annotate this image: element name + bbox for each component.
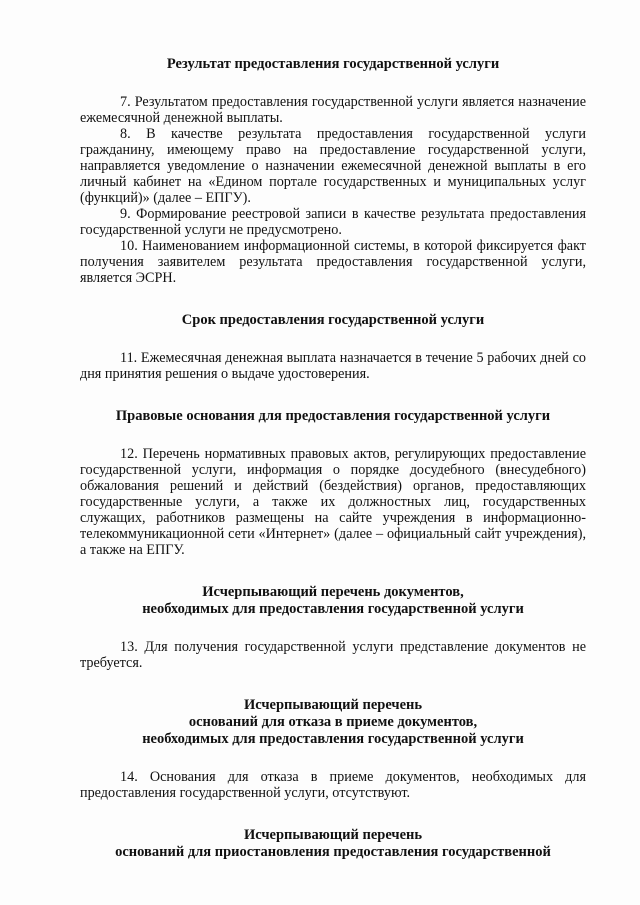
paragraph-7: 7. Результатом предоставления государственной услуги является назначение ежемесячной денежной выплаты. (80, 94, 586, 126)
paragraph-8: 8. В качестве результата предоставления государственной услуги гражданину, имеющему право на предоставление государственной услуги, направляется уведомление о назначении ежемесячной денежной выплаты в его личный кабинет на «Едином портале государственных и муниципальных услуг (функций)» (далее – ЕПГУ). (80, 126, 586, 206)
paragraph-13: 13. Для получения государственной услуги представление документов не требуется. (80, 639, 586, 671)
heading-line: Правовые основания для предоставления государственной услуги (115, 408, 551, 424)
section-heading-refusal-grounds (80, 697, 586, 748)
paragraph-9: 9. Формирование реестровой записи в качестве результата предоставления государственной услуги не предусмотрено. (80, 206, 586, 238)
heading-line: необходимых для предоставления государственной услуги (142, 731, 524, 747)
paragraph-10: 10. Наименованием информационной системы, в которой фиксируется факт получения заявителем результата предоставления государственной услуги, является ЭСРН. (80, 238, 586, 286)
paragraph-12: 12. Перечень нормативных правовых актов, регулирующих предоставление государственной услуги, информация о порядке досудебного (внесудебного) обжалования решений и действий (бездействия) органов, предоставляющих государственные услуги, а также их должностных лиц, государственных служащих, работников размещены на сайте учреждения в информационно-телекоммуникационной сети «Интернет» (далее – официальный сайт учреждения), а также на ЕПГУ. (80, 446, 586, 558)
heading-line: Исчерпывающий перечень (243, 697, 423, 713)
section-heading-suspension-grounds (80, 827, 586, 861)
heading-line: необходимых для предоставления государственной услуги (142, 601, 524, 617)
paragraph-14: 14. Основания для отказа в приеме документов, необходимых для предоставления государственной услуги, отсутствуют. (80, 769, 586, 801)
section-heading-documents (80, 584, 586, 618)
document-body (80, 56, 586, 861)
heading-line: Исчерпывающий перечень документов, (202, 584, 464, 600)
paragraph-11: 11. Ежемесячная денежная выплата назначается в течение 5 рабочих дней со дня принятия решения о выдаче удостоверения. (80, 350, 586, 382)
heading-line: Срок предоставления государственной услуги (181, 312, 485, 328)
section-heading-term (80, 312, 586, 329)
heading-line: Исчерпывающий перечень (243, 827, 423, 843)
heading-line: оснований для отказа в приеме документов, (188, 714, 478, 730)
heading-line: Результат предоставления государственной услуги (166, 56, 500, 72)
section-heading-result (80, 56, 586, 73)
section-heading-legal-basis (80, 408, 586, 425)
heading-line: оснований для приостановления предоставления государственной (115, 844, 551, 860)
